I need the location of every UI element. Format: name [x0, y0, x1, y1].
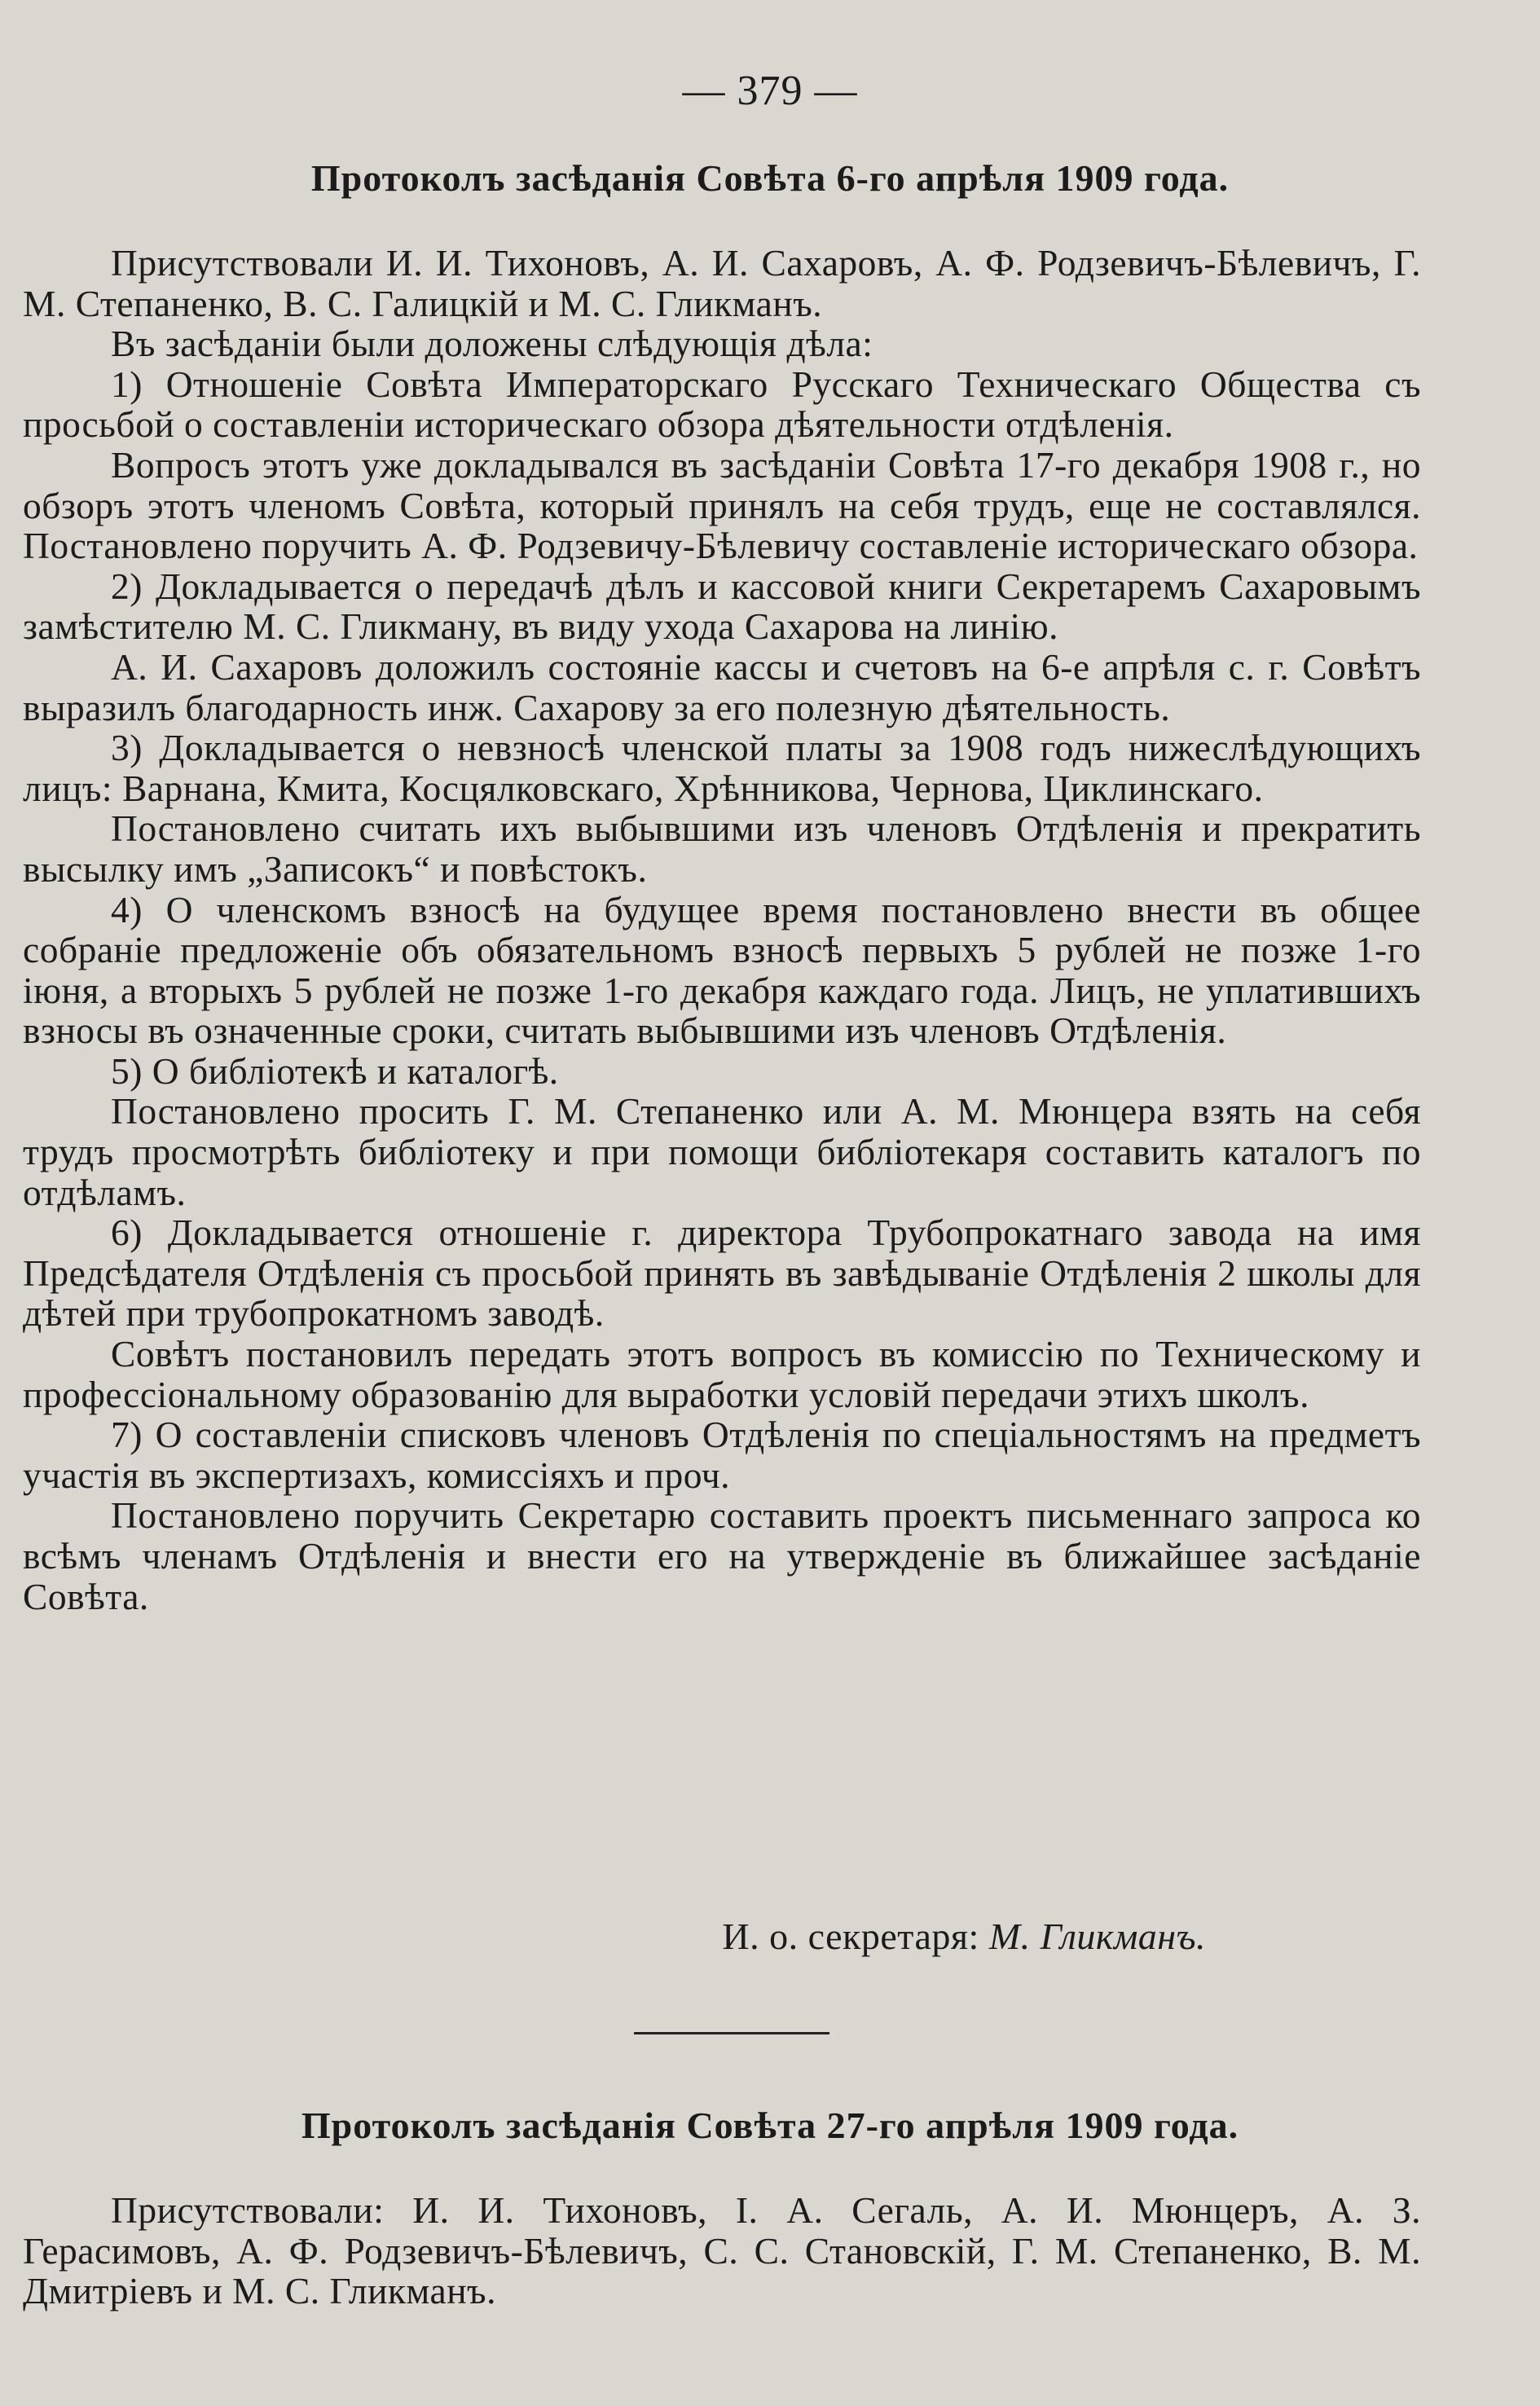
section-divider: [634, 2032, 829, 2034]
protocol-2-body: [23, 2190, 1421, 2311]
signature-label: И. о. секретаря:: [722, 1916, 979, 1957]
paragraph-agenda-intro: Въ засѣданіи были доложены слѣдующія дѣла:: [111, 323, 873, 365]
paragraph-item-6-decision: Совѣтъ постановилъ передать этотъ вопросъ въ комиссію по Техническому и профессіональному образованію для выработки условій передачи этихъ школъ.: [23, 1333, 1421, 1415]
paragraph-item-3-decision: Постановлено считать ихъ выбывшими изъ членовъ Отдѣленія и прекратить высылку имъ „Записокъ“ и повѣстокъ.: [23, 807, 1421, 890]
protocol-1-body: [23, 243, 1421, 1616]
paragraph-item-2-decision: А. И. Сахаровъ доложилъ состояніе кассы и счетовъ на 6-е апрѣля с. г. Совѣтъ выразилъ благодарность инж. Сахарову за его полезную дѣятельность.: [23, 645, 1421, 728]
signature-name: М. Гликманъ.: [988, 1916, 1206, 1957]
paragraph-item-2: 2) Докладывается о передачѣ дѣлъ и кассовой книги Секретаремъ Сахаровымъ замѣстителю М. С. Гликману, въ виду ухода Сахарова на линію.: [23, 565, 1421, 648]
paragraph-item-1-decision: Вопросъ этотъ уже докладывался въ засѣданіи Совѣта 17-го декабря 1908 г., но обзоръ этотъ членомъ Совѣта, который принялъ на себя трудъ, еще не составлялся. Постановлено поручить А. Ф. Родзевичу-Бѣлевичу составленіе историческаго обзора.: [23, 443, 1421, 567]
protocol-2-heading: Протоколъ засѣданія Совѣта 27-го апрѣля 1909 года.: [301, 2105, 1239, 2146]
signature-line: [0, 1915, 1206, 1958]
paragraph-item-1: 1) Отношеніе Совѣта Императорскаго Русскаго Техническаго Общества съ просьбой о составленіи историческаго обзора дѣятельности отдѣленія.: [23, 363, 1421, 446]
paragraph-attendees: Присутствовали И. И. Тихоновъ, А. И. Сахаровъ, А. Ф. Родзевичъ-Бѣлевичъ, Г. М. Степаненко, В. С. Галицкій и М. С. Гликманъ.: [23, 242, 1421, 324]
paragraph-item-4: 4) О членскомъ взносѣ на будущее время постановлено внести въ общее собраніе предложеніе объ обязательномъ взносѣ первыхъ 5 рублей не позже 1-го іюня, а вторыхъ 5 рублей не позже 1-го декабря каждаго года. Лицъ, не уплатившихъ взносы въ означенные сроки, считать выбывшими изъ членовъ Отдѣленія.: [23, 888, 1421, 1052]
page-number: — 379 —: [682, 68, 858, 114]
paragraph-item-7-decision: Постановлено поручить Секретарю составить проектъ письменнаго запроса ко всѣмъ членамъ Отдѣленія и внести его на утвержденіе въ ближайшее засѣданіе Совѣта.: [23, 1494, 1421, 1617]
paragraph-item-6: 6) Докладывается отношеніе г. директора Трубопрокатнаго завода на имя Предсѣдателя Отдѣленія съ просьбой принять въ завѣдываніе Отдѣленія 2 школы для дѣтей при трубопрокатномъ заводѣ.: [23, 1212, 1421, 1335]
paragraph-attendees-2: Присутствовали: И. И. Тихоновъ, І. А. Сегаль, А. И. Мюнцеръ, А. З. Герасимовъ, А. Ф. Родзевичъ-Бѣлевичъ, С. С. Становскій, Г. М. Степаненко, В. М. Дмитріевъ и М. С. Гликманъ.: [23, 2189, 1421, 2312]
paragraph-item-7: 7) О составленіи списковъ членовъ Отдѣленія по спеціальностямъ на предметъ участія въ экспертизахъ, комиссіяхъ и проч.: [23, 1414, 1421, 1496]
paragraph-item-5: 5) О библіотекѣ и каталогѣ.: [111, 1049, 559, 1092]
protocol-1-heading: Протоколъ засѣданія Совѣта 6-го апрѣля 1909 года.: [310, 157, 1230, 199]
paragraph-item-3: 3) Докладывается о невзносѣ членской платы за 1908 годъ нижеслѣдующихъ лицъ: Варнана, Кмита, Косцялковскаго, Хрѣнникова, Чернова, Циклинскаго.: [23, 727, 1421, 809]
paragraph-item-5-decision: Постановлено просить Г. М. Степаненко или А. М. Мюнцера взять на себя трудъ просмотрѣть библіотеку и при помощи библіотекаря составить каталогъ по отдѣламъ.: [23, 1090, 1421, 1213]
